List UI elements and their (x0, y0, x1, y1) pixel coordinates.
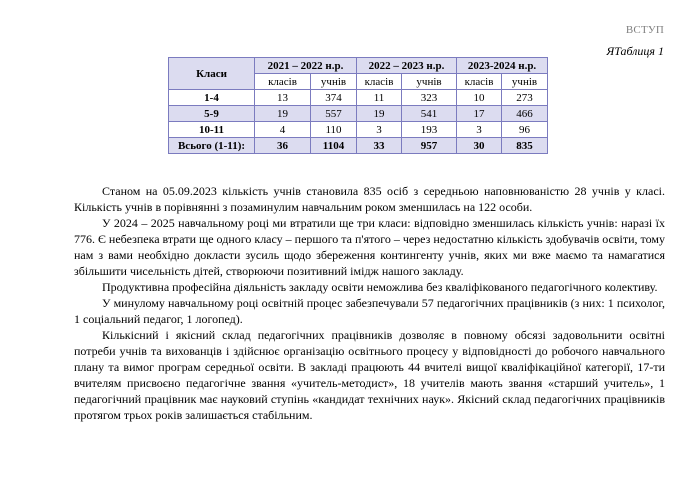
row-label: 1-4 (169, 90, 255, 106)
subheader-classes: класів (357, 74, 402, 90)
cell-value: 30 (457, 138, 502, 154)
paragraph: Кількісний і якісний склад педагогічних працівників дозволяє в повному обсязі задовольнити освітні потреби учнів та вихованців і здійснює організацію освітнього процесу у відповідності до робочого навчального плану та вимог програм середньої освіти. В закладі працюють 44 вчителі вищої кваліфікаційної категорії, 17-ти вчителям присвоєно педагогічне звання «учитель-методист», 18 учителів мають звання «старший учитель», 1 педагогічний працівник має науковий ступінь «кандидат технічних наук». Якісний склад педагогічних працівників протягом трьох років залишається стабільним. (74, 328, 665, 422)
header-classes: Класи (169, 58, 255, 90)
table-caption: ЯТаблиця 1 (606, 44, 664, 58)
row-label: 5-9 (169, 106, 255, 122)
paragraph: Станом на 05.09.2023 кількість учнів становила 835 осіб з середньою наповнюваністю 28 учнів у класі. Кількість учнів в порівнянні з позаминулим навчальним роком зменшилась на 122 особи. (74, 184, 665, 214)
cell-value: 557 (311, 106, 357, 122)
cell-value: 13 (255, 90, 311, 106)
cell-value: 17 (457, 106, 502, 122)
paragraph: Продуктивна професійна діяльність закладу освіти неможлива без кваліфікованого педагогічного колективу. (102, 280, 658, 294)
paragraph: У 2024 – 2025 навчальному році ми втратили ще три класи: відповідно зменшилась кількість учнів: наразі їх 776. Є небезпека втрати ще одного класу – першого та п'ятого – через недостатню кількість здобувачів освіти, тому нам з вами необхідно докласти зусиль щодо збереження контингенту учнів, яких ми вже маємо та намагатися збільшити чисельність дітей, створюючи позитивний імідж нашого закладу. (74, 216, 665, 278)
header-year-2022: 2022 – 2023 н.р. (357, 58, 457, 74)
cell-value: 835 (502, 138, 548, 154)
table-row (169, 90, 548, 106)
cell-value: 33 (357, 138, 402, 154)
subheader-pupils: учнів (402, 74, 457, 90)
subheader-classes: класів (255, 74, 311, 90)
body-text (74, 183, 665, 423)
cell-value: 4 (255, 122, 311, 138)
cell-value: 466 (502, 106, 548, 122)
cell-value: 193 (402, 122, 457, 138)
table-header-row (169, 58, 548, 74)
table-row (169, 106, 548, 122)
cell-value: 374 (311, 90, 357, 106)
cell-value: 96 (502, 122, 548, 138)
row-label: Всього (1-11): (169, 138, 255, 154)
cell-value: 3 (457, 122, 502, 138)
cell-value: 273 (502, 90, 548, 106)
cell-value: 323 (402, 90, 457, 106)
cell-value: 1104 (311, 138, 357, 154)
cell-value: 19 (357, 106, 402, 122)
subheader-pupils: учнів (311, 74, 357, 90)
table-row (169, 122, 548, 138)
cell-value: 36 (255, 138, 311, 154)
cell-value: 19 (255, 106, 311, 122)
cell-value: 110 (311, 122, 357, 138)
header-year-2023: 2023-2024 н.р. (457, 58, 548, 74)
pupils-statistics-table (168, 57, 548, 154)
cell-value: 957 (402, 138, 457, 154)
subheader-pupils: учнів (502, 74, 548, 90)
cell-value: 10 (457, 90, 502, 106)
row-label: 10-11 (169, 122, 255, 138)
section-header: ВСТУП (625, 24, 664, 36)
table-total-row (169, 138, 548, 154)
cell-value: 11 (357, 90, 402, 106)
paragraph: У минулому навчальному році освітній процес забезпечували 57 педагогічних працівників (з них: 1 психолог, 1 соціальний педагог, 1 логопед). (74, 296, 665, 326)
cell-value: 541 (402, 106, 457, 122)
header-year-2021: 2021 – 2022 н.р. (255, 58, 357, 74)
cell-value: 3 (357, 122, 402, 138)
subheader-classes: класів (457, 74, 502, 90)
